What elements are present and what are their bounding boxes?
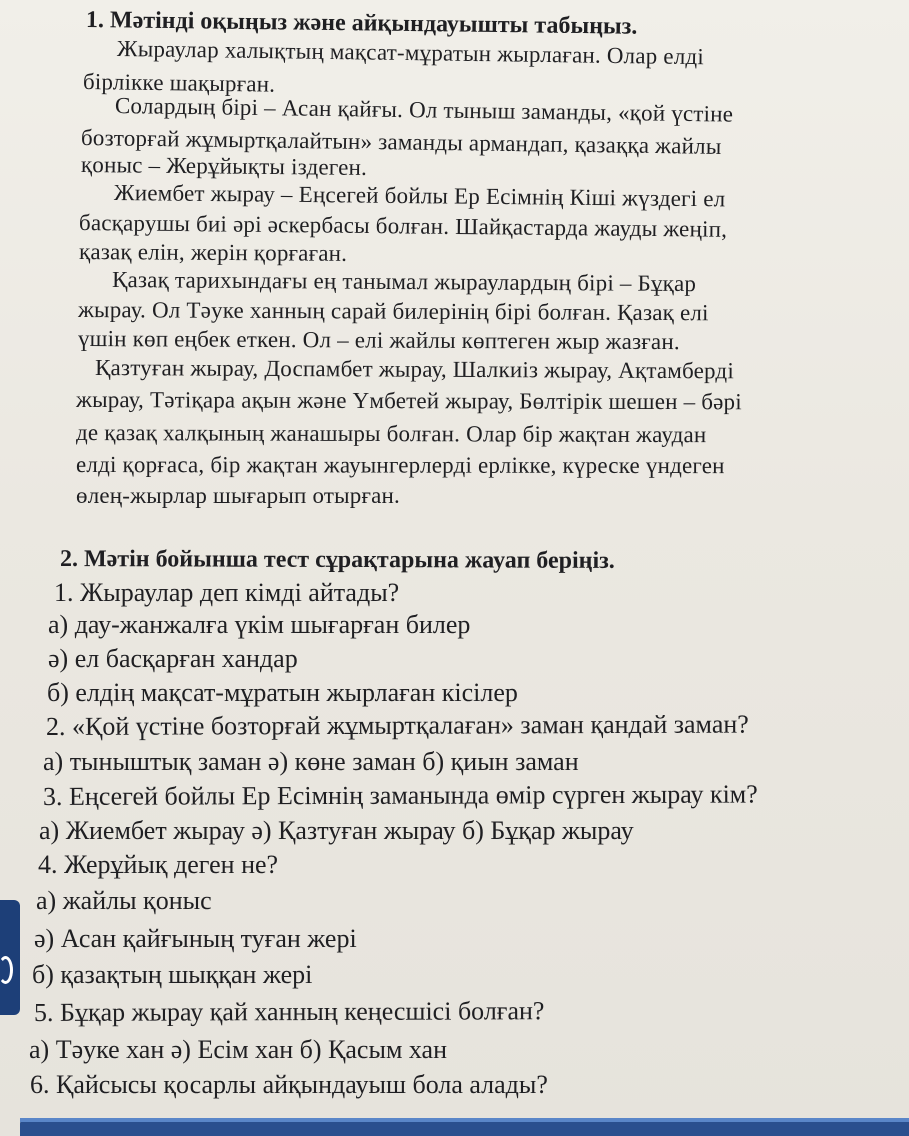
paragraph-line: Қазтуған жырау, Доспамбет жырау, Шалкиіз жырау, Ақтамберді [94, 355, 735, 384]
paragraph-line: жырау, Тәтіқара ақын және Үмбетей жырау, Бөлтірік шешен – бәрі [75, 387, 742, 415]
paragraph-line: бозторғай жұмыртқалайтын» заманды армандап, қазаққа жайлы [80, 125, 722, 159]
answer-line: а) тыныштық заман ә) көне заман б) қиын заман [43, 747, 579, 776]
footer-band [20, 1118, 909, 1136]
answer-line: а) Тәуке хан ә) Есім хан б) Қасым хан [29, 1035, 448, 1064]
paragraph-line: басқарушы биі әрі әскербасы болған. Шайқастарда жауды жеңіп, [78, 210, 728, 242]
answer-line: ә) ел басқарған хандар [48, 644, 298, 673]
answer-line: б) елдің мақсат-мұратын жырлаған кісілер [47, 678, 518, 707]
paragraph-line: Солардың бірі – Асан қайғы. Ол тыныш заманды, «қой үстіне [114, 93, 734, 127]
question-line: 2. «Қой үстіне бозторғай жұмыртқалаған» заман қандай заман? [45, 709, 749, 741]
paragraph-line: бірлікке шақырған. [82, 69, 276, 97]
paragraph-line: Жиембет жырау – Еңсегей бойлы Ер Есімнің Кіші жүздегі ел [113, 180, 726, 212]
paragraph-line: өлең-жырлар шығарып отырған. [76, 483, 400, 508]
answer-line: б) қазақтың шыққан жері [32, 960, 313, 989]
question-line: 4. Жерұйық деген не? [38, 850, 279, 879]
question-line: 3. Еңсегей бойлы Ер Есімнің заманында өмір сүрген жырау кім? [42, 779, 758, 811]
paragraph-line: қоныс – Жерұйықты іздеген. [80, 152, 368, 180]
question-line: 1. Жыраулар деп кімді айтады? [54, 578, 400, 607]
answer-line: а) жайлы қоныс [36, 886, 212, 915]
paragraph-line: қазақ елін, жерін қорғаған. [78, 239, 348, 266]
paragraph-line: Қазақ тарихындағы ең танымал жыраулардың бірі – Бұқар [111, 267, 697, 297]
paragraph-line: елді қорғаса, бір жақтан жауынгерлерді ерлікке, күреске үндеген [75, 452, 725, 479]
paragraph-line: Жыраулар халықтың мақсат-мұратын жырлаған. Олар елді [116, 36, 705, 70]
section1-title: 1. Мәтінді оқыңыз және айқындауышты табыңыз. [85, 7, 638, 40]
question-line: 6. Қайсысы қосарлы айқындауыш бола алады? [30, 1070, 548, 1099]
answer-line: а) дау-жанжалға үкім шығарған билер [48, 610, 471, 639]
paragraph-line: үшін көп еңбек еткен. Ол – елі жайлы көптеген жыр жазған. [77, 326, 680, 355]
paragraph-line: жырау. Ол Тәуке ханның сарай билерінің бірі болған. Қазақ елі [77, 297, 709, 326]
question-line: 5. Бұқар жырау қай ханның кеңесшісі болған? [33, 996, 545, 1027]
answer-line: а) Жиембет жырау ә) Қазтуған жырау б) Бұқар жырау [39, 816, 634, 845]
answer-line: ә) Асан қайғының туған жері [34, 924, 357, 953]
paragraph-line: де қазақ халқының жанашыры болған. Олар бір жақтан жаудан [75, 420, 707, 448]
section2-title: 2. Мәтін бойынша тест сұрақтарына жауап беріңіз. [59, 546, 615, 574]
